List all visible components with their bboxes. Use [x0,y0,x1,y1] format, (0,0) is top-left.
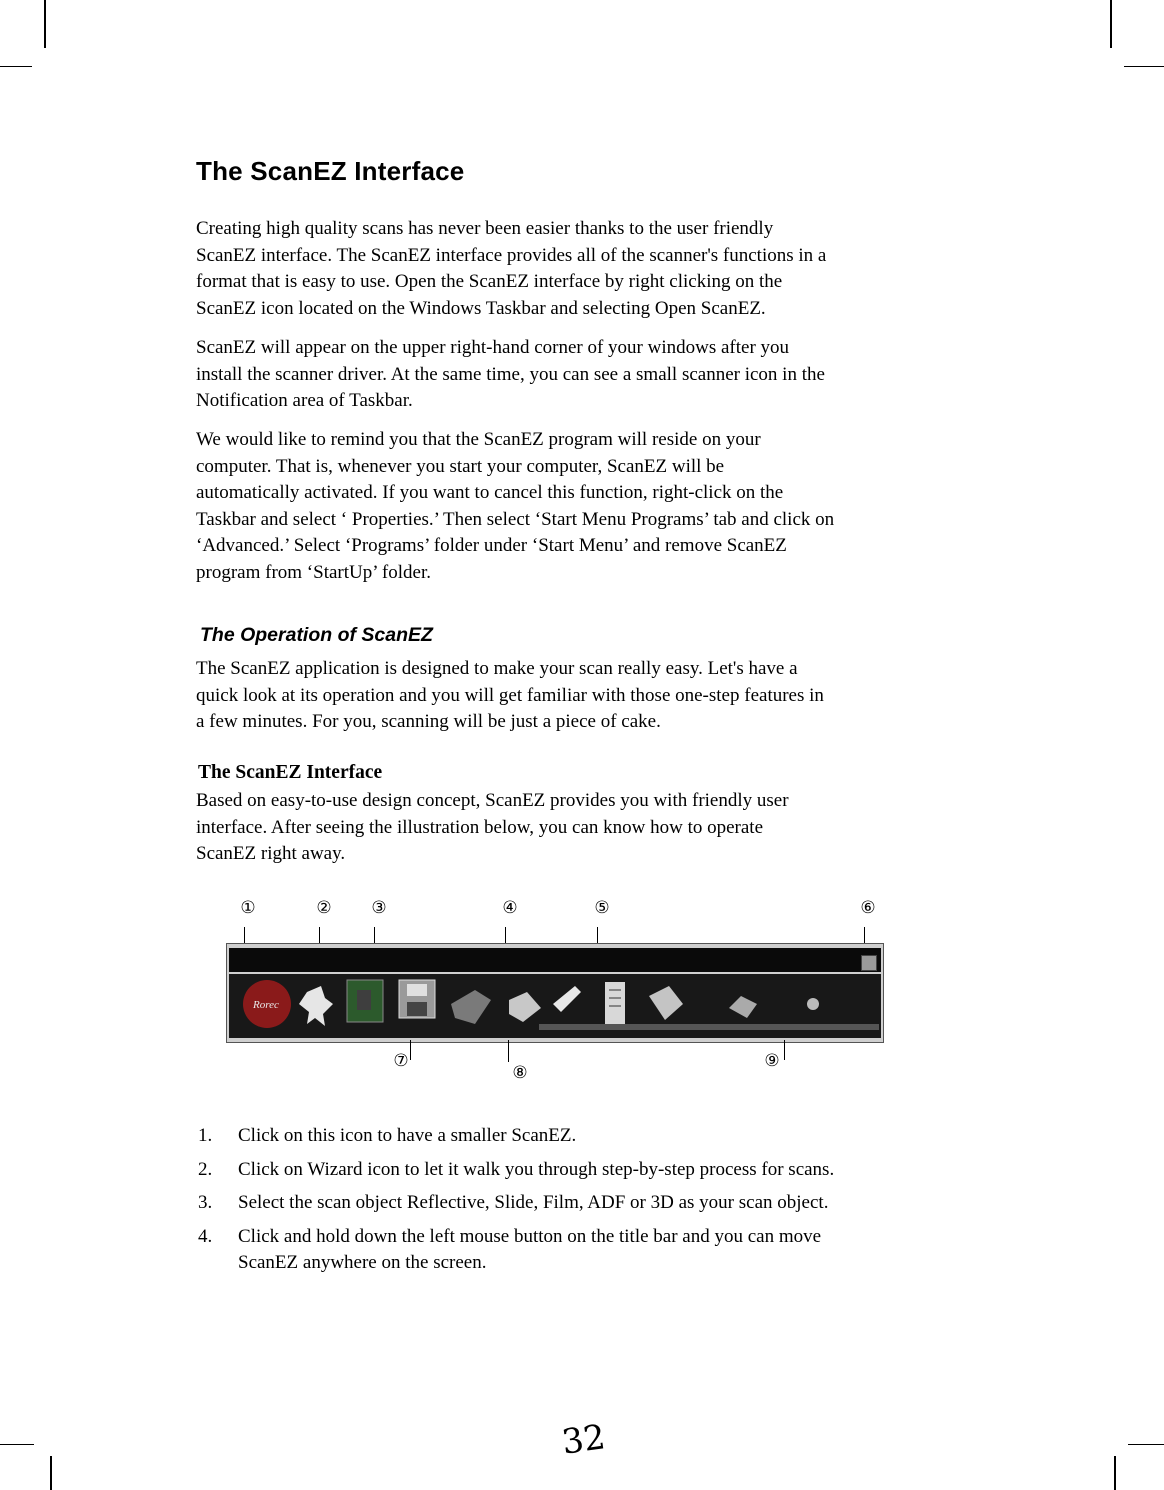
document-icon [605,982,625,1024]
logo-text: Rorec [253,999,279,1011]
page-title: The ScanEZ Interface [196,156,465,186]
callout-line [784,1040,785,1060]
toolbar-icons [229,974,881,1038]
callout-2: ② [316,898,332,917]
crop-mark [1124,66,1164,67]
callout-1: ① [240,898,256,917]
operation-heading: The Operation of ScanEZ [200,624,433,646]
callout-7: ⑦ [393,1051,409,1070]
list-item-text: Click on Wizard icon to let it walk you through step-by-step process for scans. [238,1158,835,1180]
callout-6: ⑥ [860,898,876,917]
list-item-number: 2. [198,1158,213,1180]
crop-mark [0,66,32,67]
list-item-text: Select the scan object Reflective, Slide, Film, ADF or 3D as your scan object. [238,1192,829,1213]
list-item [198,1157,998,1184]
list-item-number: 4. [198,1225,213,1247]
callout-9: ⑨ [764,1051,780,1070]
interface-heading: The ScanEZ Interface [198,762,383,783]
page-number: 32 [559,1417,608,1463]
toolbar-title-bar [229,948,881,972]
crop-mark [0,1444,34,1445]
crop-mark [1128,1444,1164,1445]
list-item-number: 3. [198,1192,213,1213]
callout-8: ⑧ [512,1063,528,1082]
crop-mark [50,1456,52,1490]
scanez-toolbar-image [226,943,884,1043]
list-item [198,1190,998,1217]
intro-paragraph-1: Creating high quality scans has never been easier thanks to the user friendly ScanEZ interface. The ScanEZ interface provides all of the scanner's functions in a format that is easy to use. Open the ScanEZ interface by right clicking on the ScanEZ icon located on the Windows Taskbar and selecting Open ScanEZ. [196,218,827,319]
interface-paragraph: Based on easy-to-use design concept, ScanEZ provides you with friendly user interface. After seeing the illustration below, you can know how to operate ScanEZ right away. [196,790,789,864]
intro-paragraph-2: ScanEZ will appear on the upper right-hand corner of your windows after you install the scanner driver. At the same time, you can see a small scanner icon in the Notification area of Taskbar. [196,337,825,411]
crop-mark [44,0,46,48]
list-item-text: Click and hold down the left mouse button on the title bar and you can move ScanEZ anywhere on the screen. [238,1225,822,1273]
crop-mark [1114,1456,1116,1490]
list-item [198,1224,998,1277]
toolbar-button-row [229,974,881,1038]
list-item-text: Click on this icon to have a smaller ScanEZ. [238,1125,577,1146]
operation-paragraph: The ScanEZ application is designed to make your scan really easy. Let's have a quick look at its operation and you will get familiar with those one-step features in a few minutes. For you, scanning will be just a piece of cake. [196,658,824,732]
setup-icon [807,998,819,1010]
callout-3: ③ [371,898,387,917]
close-icon [861,955,877,971]
crop-mark [1110,0,1112,48]
list-item-number: 1. [198,1125,213,1146]
intro-paragraph-3: We would like to remind you that the ScanEZ program will reside on your computer. That is, whenever you start your computer, ScanEZ will be automatically activated. If you want to cancel this function, right-click on the Taskbar and select ‘ Properties.’ Then select ‘Start Menu Programs’ tab and click on ‘Advanced.’ Select ‘Programs’ folder under ‘Start Menu’ and remove ScanEZ program from ‘StartUp’ folder. [196,429,835,583]
steps-list [198,1123,998,1284]
callout-4: ④ [502,898,518,917]
list-item [198,1123,998,1150]
callout-5: ⑤ [594,898,610,917]
callout-line [508,1040,509,1062]
